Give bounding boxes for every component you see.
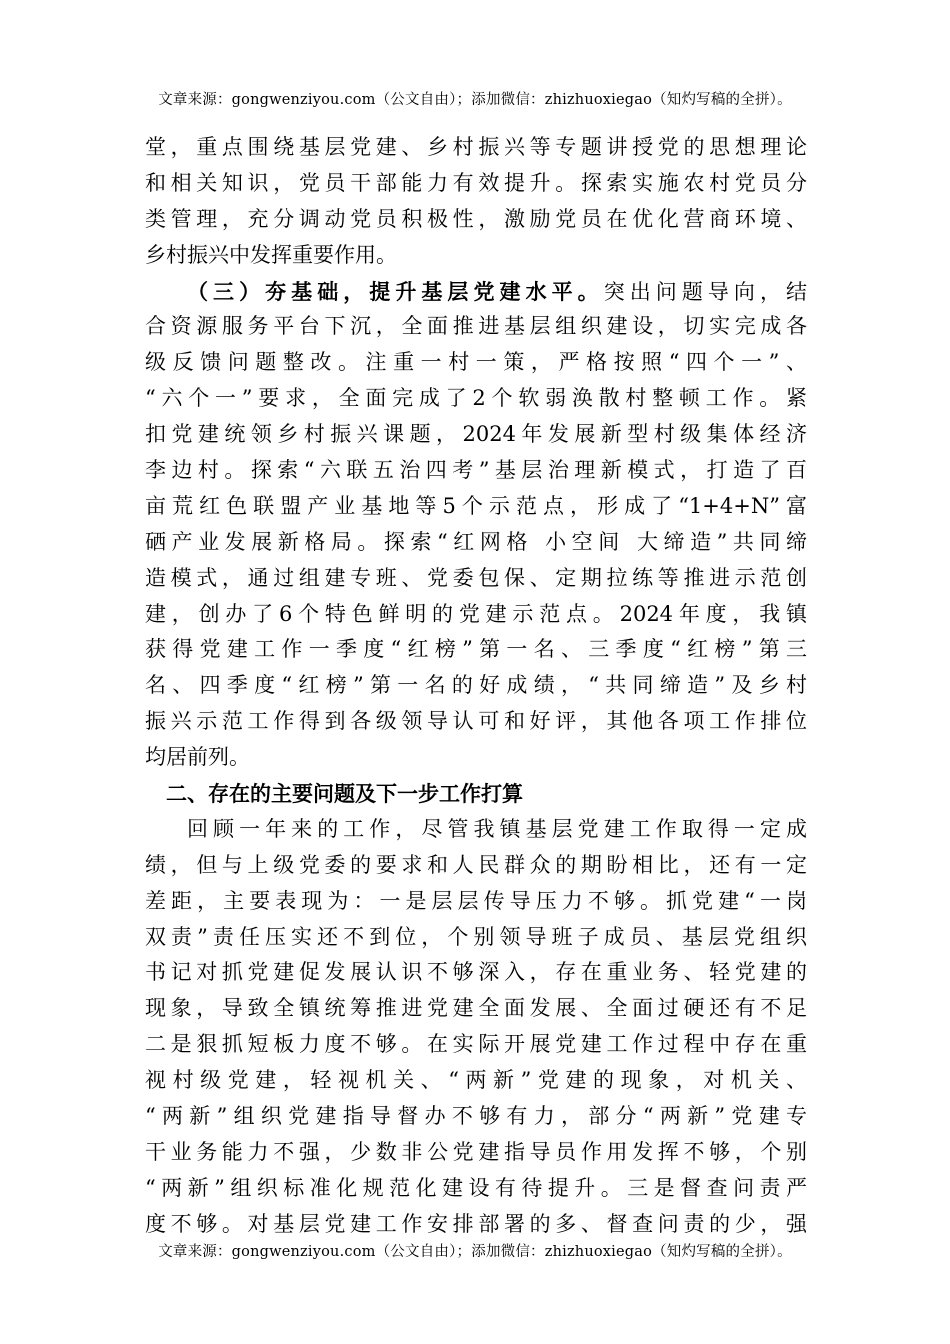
- paragraph-1: [145, 130, 807, 274]
- document-body: [145, 130, 807, 1243]
- text-line: 堂，重点围绕基层党建、乡村振兴等专题讲授党的思想理论: [145, 135, 807, 159]
- text-line: 获得党建工作一季度“红榜”第一名、三季度“红榜”第三: [145, 637, 807, 662]
- text-span: 突出问题导向，结: [603, 279, 807, 304]
- text-line: 造模式，通过组建专班、党委包保、定期拉练等推进示范创: [145, 565, 807, 590]
- text-line: [145, 274, 807, 310]
- text-line: 差距，主要表现为：一是层层传导压力不够。抓党建“一岗: [145, 888, 807, 913]
- text-line: 书记对抓党建促发展认识不够深入，存在重业务、轻党建的: [145, 960, 807, 985]
- paragraph-2: [145, 274, 807, 776]
- text-line: 二是狠抓短板力度不够。在实际开展党建工作过程中存在重: [145, 1032, 807, 1057]
- text-line: 李边村。探索“六联五治四考”基层治理新模式，打造了百: [145, 458, 807, 483]
- text-line: 干业务能力不强，少数非公党建指导员作用发挥不够，个别: [145, 1139, 807, 1164]
- text-line: 视村级党建，轻视机关、“两新”党建的现象，对机关、: [145, 1068, 807, 1093]
- text-line: 和相关知识，党员干部能力有效提升。探索实施农村党员分: [145, 170, 807, 195]
- text-line: 振兴示范工作得到各级领导认可和好评，其他各项工作排位: [145, 709, 807, 734]
- text-line: 乡村振兴中发挥重要作用。: [145, 242, 397, 267]
- text-line: 绩，但与上级党委的要求和人民群众的期盼相比，还有一定: [145, 852, 807, 877]
- subsection-heading: （三）夯基础，提升基层党建水平。: [187, 278, 604, 304]
- text-line: “两新”组织标准化规范化建设有待提升。三是督查问责严: [145, 1175, 807, 1200]
- text-line: “六个一”要求，全面完成了2个软弱涣散村整顿工作。紧: [145, 386, 807, 411]
- text-line: 双责”责任压实还不到位，个别领导班子成员、基层党组织: [145, 924, 807, 949]
- text-line: 回顾一年来的工作，尽管我镇基层党建工作取得一定成: [187, 816, 807, 841]
- header-source-note: 文章来源：gongwenziyou.com（公文自由）；添加微信：zhizhuoxiegao（知灼写稿的全拼）。: [158, 92, 792, 108]
- paragraph-3: [145, 812, 807, 1243]
- text-line: 度不够。对基层党建工作安排部署的多、督查问责的少，强: [145, 1211, 807, 1236]
- text-line: “两新”组织党建指导督办不够有力，部分“两新”党建专: [145, 1104, 807, 1129]
- text-line: 合资源服务平台下沉，全面推进基层组织建设，切实完成各: [145, 314, 807, 339]
- footer-source-note: 文章来源：gongwenziyou.com（公文自由）；添加微信：zhizhuoxiegao（知灼写稿的全拼）。: [158, 1244, 792, 1260]
- text-line: 硒产业发展新格局。探索“红网格 小空间 大缔造”共同缔: [145, 529, 807, 554]
- text-line: 类管理，充分调动党员积极性，激励党员在优化营商环境、: [145, 206, 807, 231]
- text-line: 扣党建统领乡村振兴课题，2024年发展新型村级集体经济: [145, 422, 807, 447]
- text-line: 建，创办了6个特色鲜明的党建示范点。2024年度，我镇: [145, 601, 807, 626]
- text-line: 亩荒红色联盟产业基地等5个示范点，形成了“1+4+N”富: [145, 493, 807, 518]
- text-line: 均居前列。: [145, 745, 250, 770]
- section-heading: 二、存在的主要问题及下一步工作打算: [166, 781, 523, 807]
- text-line: 级反馈问题整改。注重一村一策，严格按照“四个一”、: [145, 350, 807, 375]
- text-line: 现象，导致全镇统筹推进党建全面发展、全面过硬还有不足: [145, 996, 807, 1021]
- text-line: 名、四季度“红榜”第一名的好成绩，“共同缔造”及乡村: [145, 673, 807, 698]
